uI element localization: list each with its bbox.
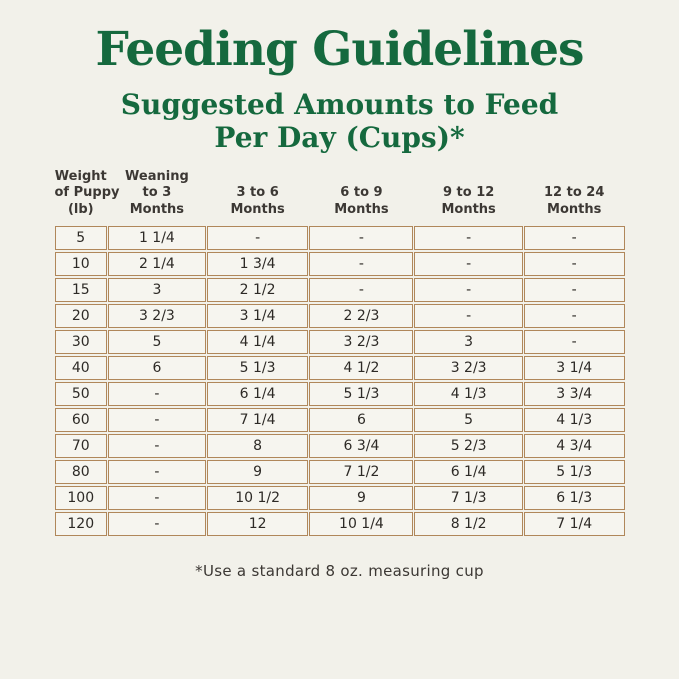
amount-cell: 3	[108, 278, 206, 302]
amount-cell: -	[309, 252, 413, 276]
amount-cell: 6	[108, 356, 206, 380]
amount-cell: 6 1/3	[524, 486, 625, 510]
page-subtitle	[0, 88, 679, 155]
amount-cell: -	[108, 486, 206, 510]
amount-cell: 9	[309, 486, 413, 510]
table-row	[55, 382, 625, 406]
table-row	[55, 330, 625, 354]
amount-cell: 5 1/3	[524, 460, 625, 484]
column-header-3_to_6_months	[207, 169, 309, 224]
amount-cell: 3	[414, 330, 522, 354]
feeding-amounts-table	[54, 167, 626, 538]
amount-cell: 4 3/4	[524, 434, 625, 458]
amount-cell: 7 1/2	[309, 460, 413, 484]
column-header-line: 9 to 12	[442, 185, 495, 201]
column-header-line: Months	[129, 201, 185, 217]
amount-cell: 3 2/3	[309, 330, 413, 354]
amount-cell: 3 1/4	[207, 304, 309, 328]
table-header	[55, 169, 625, 224]
column-header-line: Months	[441, 201, 496, 217]
amount-cell: 6	[309, 408, 413, 432]
column-header-line: 12 to 24	[543, 185, 605, 201]
amount-cell: 5 1/3	[207, 356, 309, 380]
amount-cell: -	[108, 460, 206, 484]
amount-cell: 5	[108, 330, 206, 354]
column-header-9_to_12_months	[414, 169, 522, 224]
amount-cell: 4 1/3	[524, 408, 625, 432]
amount-cell: 10 1/4	[309, 512, 413, 536]
amount-cell: 4 1/3	[414, 382, 522, 406]
amount-cell: 2 1/2	[207, 278, 309, 302]
table-row	[55, 252, 625, 276]
amount-cell: 3 1/4	[524, 356, 625, 380]
table-row	[55, 278, 625, 302]
amount-cell: -	[524, 252, 625, 276]
amount-cell: -	[108, 382, 206, 406]
amount-cell: -	[524, 226, 625, 250]
weight-cell: 60	[55, 408, 108, 432]
amount-cell: 8	[207, 434, 309, 458]
amount-cell: 10 1/2	[207, 486, 309, 510]
column-header-weaning_to_3_months	[108, 169, 206, 224]
column-header-line: Months	[230, 201, 285, 217]
table-body	[55, 226, 625, 536]
column-header-line: (lb)	[67, 201, 94, 217]
amount-cell: 9	[207, 460, 309, 484]
amount-cell: 1 3/4	[207, 252, 309, 276]
amount-cell: 5 2/3	[414, 434, 522, 458]
amount-cell: 3 3/4	[524, 382, 625, 406]
page-title: Feeding Guidelines	[95, 22, 584, 77]
subtitle-line-1: Suggested Amounts to Feed	[120, 87, 559, 121]
amount-cell: 7 1/4	[524, 512, 625, 536]
table-row	[55, 226, 625, 250]
column-header-weight_lb	[54, 168, 120, 224]
weight-cell: 100	[55, 486, 108, 510]
column-header-line: Months	[334, 201, 389, 217]
amount-cell: -	[414, 252, 522, 276]
column-header-6_to_9_months	[309, 169, 413, 224]
amount-cell: 12	[207, 512, 309, 536]
amount-cell: -	[524, 278, 625, 302]
amount-cell: -	[414, 304, 522, 328]
amount-cell: 5	[414, 408, 522, 432]
column-header-line: Weight	[54, 168, 107, 184]
weight-cell: 80	[55, 460, 108, 484]
weight-cell: 40	[55, 356, 108, 380]
amount-cell: 3 2/3	[414, 356, 522, 380]
amount-cell: 2 1/4	[108, 252, 206, 276]
column-header-line: 3 to 6	[236, 185, 279, 201]
amount-cell: 8 1/2	[414, 512, 522, 536]
amount-cell: -	[108, 512, 206, 536]
table-row	[55, 460, 625, 484]
amount-cell: -	[524, 330, 625, 354]
table-row	[55, 486, 625, 510]
amount-cell: -	[108, 434, 206, 458]
amount-cell: 4 1/2	[309, 356, 413, 380]
column-header-line: Months	[547, 201, 602, 217]
weight-cell: 20	[55, 304, 108, 328]
table-row	[55, 408, 625, 432]
column-header-line: Weaning	[125, 168, 189, 184]
amount-cell: 6 1/4	[207, 382, 309, 406]
amount-cell: 5 1/3	[309, 382, 413, 406]
amount-cell: 6 1/4	[414, 460, 522, 484]
weight-cell: 15	[55, 278, 108, 302]
amount-cell: 3 2/3	[108, 304, 206, 328]
amount-cell: -	[108, 408, 206, 432]
amount-cell: -	[524, 304, 625, 328]
table-header-row	[55, 169, 625, 224]
amount-cell: 2 2/3	[309, 304, 413, 328]
table-row	[55, 356, 625, 380]
column-header-12_to_24_months	[524, 169, 625, 224]
amount-cell: 1 1/4	[108, 226, 206, 250]
table-row	[55, 304, 625, 328]
weight-cell: 30	[55, 330, 108, 354]
table-row	[55, 434, 625, 458]
weight-cell: 70	[55, 434, 108, 458]
amount-cell: 6 3/4	[309, 434, 413, 458]
measuring-cup-footnote: *Use a standard 8 oz. measuring cup	[195, 561, 484, 580]
table-row	[55, 512, 625, 536]
amount-cell: -	[414, 226, 522, 250]
amount-cell: 7 1/4	[207, 408, 309, 432]
amount-cell: -	[207, 226, 309, 250]
subtitle-line-2: Per Day (Cups)*	[214, 121, 465, 155]
amount-cell: -	[414, 278, 522, 302]
column-header-line: of Puppy	[54, 185, 120, 201]
weight-cell: 5	[55, 226, 108, 250]
amount-cell: -	[309, 226, 413, 250]
weight-cell: 120	[55, 512, 108, 536]
amount-cell: -	[309, 278, 413, 302]
column-header-line: 6 to 9	[340, 185, 383, 201]
amount-cell: 4 1/4	[207, 330, 309, 354]
amount-cell: 7 1/3	[414, 486, 522, 510]
weight-cell: 50	[55, 382, 108, 406]
weight-cell: 10	[55, 252, 108, 276]
column-header-line: to 3	[142, 185, 172, 201]
